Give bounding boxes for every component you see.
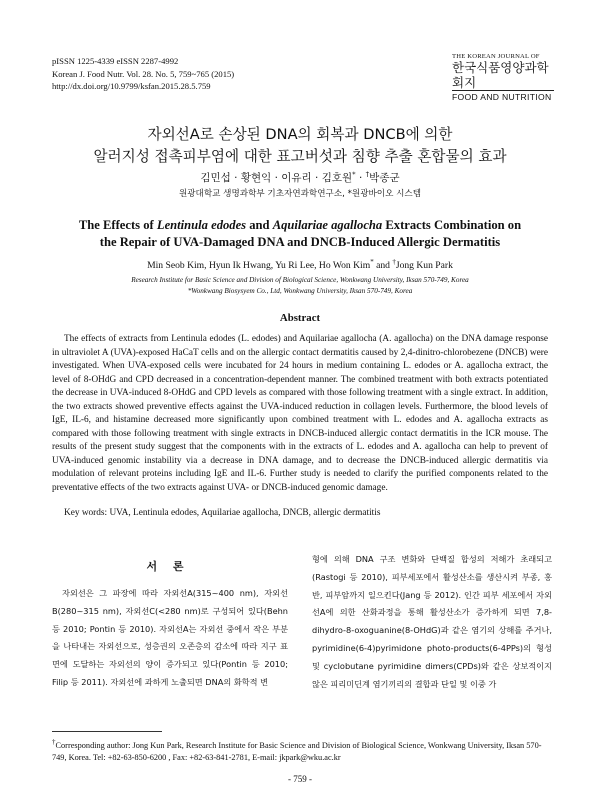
english-author-and: and — [373, 260, 393, 272]
korean-authors — [0, 170, 600, 185]
species-name-1: Lentinula edodes — [156, 218, 247, 232]
english-authors — [0, 258, 600, 271]
english-corresponding-mark: † — [392, 258, 396, 266]
keywords-list: UVA, Lentinula edodes, Aquilariae agallocha, DNCB, allergic dermatitis — [109, 508, 381, 518]
korean-author-sep: · — [355, 172, 366, 184]
english-title-line1 — [0, 217, 600, 234]
article-meta — [52, 55, 234, 93]
abstract-heading: Abstract — [279, 312, 321, 324]
korean-affiliation: 원광대학교 생명과학부 기초자연과학연구소, *원광바이오 시스템 — [178, 189, 422, 199]
body-column-right: 형에 의해 DNA 구조 변화와 단백질 합성의 저해가 초래되고(Rastogi 등 2010), 피부세포에서 활성산소를 생산시켜 부종, 홍반, 피부암까지 일으킨다(Jang 등 2012). 인간 피부 세포에서 자외선A에 의한 산화과정을 통해 활성산소가 증가하게 되면 7,8-dihydro-8-oxoguanine(8-OHdG)과 같은 염기의 상해를 주거나, pyrimidine(6-4)pyrimidone photo-products(6-4PPs)의 형성 및 cyclobutane pyrimidine dimers(CPDs)와 같은 상보적이지 않은 피리미딘계 염기끼리의 결합과 단일 및 이중 가 — [312, 554, 552, 689]
journal-name-en-top: THE KOREAN JOURNAL OF — [452, 53, 540, 60]
species-name-2: Aquilariae agallocha — [272, 218, 383, 232]
keywords-label: Key words: — [64, 508, 110, 518]
journal-name-en-bottom: FOOD AND NUTRITION — [452, 92, 552, 102]
issn-line: pISSN 1225-4339 eISSN 2287-4992 — [52, 56, 179, 66]
page-number: - 759 - — [288, 774, 312, 784]
abstract-text: The effects of extracts from Lentinula edodes (L. edodes) and Aquilariae agallocha (A. agallocha) on the DNA damage response in ultraviolet A (UVA)-exposed HaCaT cells and on the allergic contact dermatitis caused by 2,4-dinitro-chlorobezene (DNCB) were investigated. When UVA-exposed cells were incubated for 24 hours in medium containing L. edodes or A. agallocha extract, the level of 8-OHdG and CPD decreased in a concentration-dependent manner. The combined treatment with both extracts potentiated the decrease in UVA-induced 8-OHdG and CPD levels as compared with those following treatment with a single extract. In addition, the two extracts showed preventive effects against the UVA-induced reduction in collagen levels. Furthermore, the blood levels of IgE, IL-6, and histamine decreased more significantly upon combined treatment with L. edodes and A. agallocha extracts as compared with those following treatment with single extracts in DNCB-induced allergic contact dermatitis in the ICR mouse. The results of the present study suggest that the components with in the extracts of L. edodes and A. agallocha can help to prevent of UVA-induced genomic instability via a decrease in DNA damage, and to decrease the DNCB-induced allergic dermatitis via modulation of relevant proteins including IgE and IL-6. Further study is needed to clarify the purified components related to the preventative effects of the two extracts against UVA- or DNCB-induced genomic damage. — [52, 334, 548, 493]
section-heading-introduction: 서 론 — [146, 560, 190, 573]
english-title-post: Extracts Combination on — [382, 218, 522, 232]
english-title — [0, 217, 600, 251]
english-title-pre: The Effects of — [78, 218, 157, 232]
body-column-left: 자외선은 그 파장에 따라 자외선A(315~400 nm), 자외선B(280~315 nm), 자외선C(<280 nm)로 구성되어 있다(Behn 등 2010; Pontin 등 2010). 자외선A는 자외선 중에서 작은 부분을 나타내는 자외선으로, 성층권의 오존층의 감소에 따라 지구 표면에 도달하는 자외선의 양이 증가되고 있다(Pontin 등 2010; Filip 등 2011). 자외선에 과하게 노출되면 DNA의 화학적 변 — [52, 588, 288, 687]
english-author-mark: * — [370, 258, 374, 266]
english-affiliation-2: *Wonkwang Biosysyem Co., Ltd, Wonkwang University, Iksan 570-749, Korea — [187, 287, 413, 295]
citation-line: Korean J. Food Nutr. Vol. 28. No. 5, 759~765 (2015) — [52, 68, 235, 79]
korean-authors-list: 김민섭 · 황현익 · 이유리 · 김호원 — [200, 172, 353, 184]
footnote-text: Corresponding author: Jong Kun Park, Research Institute for Basic Science and Division of Biological Science, Wonkwang University, Iksan 570-749, Korea. Tel: +82-63-850-6200 , Fax: +82-63-841-2781, E-mail: jkpark@wku.ac.kr — [52, 740, 542, 763]
english-authors-list: Min Seob Kim, Hyun Ik Hwang, Yu Ri Lee, Ho Won Kim — [147, 260, 371, 272]
journal-name-ko: 한국식품영양과학회지 — [452, 60, 554, 91]
korean-title-line2: 알러지성 접촉피부염에 대한 표고버섯과 침향 추출 혼합물의 효과 — [93, 148, 507, 165]
english-affiliation-1: Research Institute for Basic Science and Division of Biological Science, Wonkwang University, Iksan 570-749, Korea — [131, 276, 469, 284]
korean-author-mark: * — [352, 170, 356, 179]
korean-corresponding-mark: † — [365, 170, 370, 179]
english-title-line2: the Repair of UVA-Damaged DNA and DNCB-Induced Allergic Dermatitis — [99, 235, 501, 249]
footnote-divider — [52, 731, 162, 732]
korean-title-line1: 자외선A로 손상된 DNA의 회복과 DNCB에 의한 — [147, 126, 453, 143]
korean-title — [0, 124, 600, 168]
journal-logo — [452, 53, 554, 103]
korean-author-last: 박종군 — [369, 172, 400, 184]
english-affiliations — [0, 275, 600, 297]
footnote — [52, 736, 552, 765]
doi-link[interactable]: http://dx.doi.org/10.9799/ksfan.2015.28.5.759 — [52, 81, 211, 92]
footnote-mark: † — [52, 738, 56, 746]
keywords — [64, 508, 554, 518]
english-title-mid: and — [246, 218, 273, 232]
english-author-last: Jong Kun Park — [395, 260, 453, 272]
